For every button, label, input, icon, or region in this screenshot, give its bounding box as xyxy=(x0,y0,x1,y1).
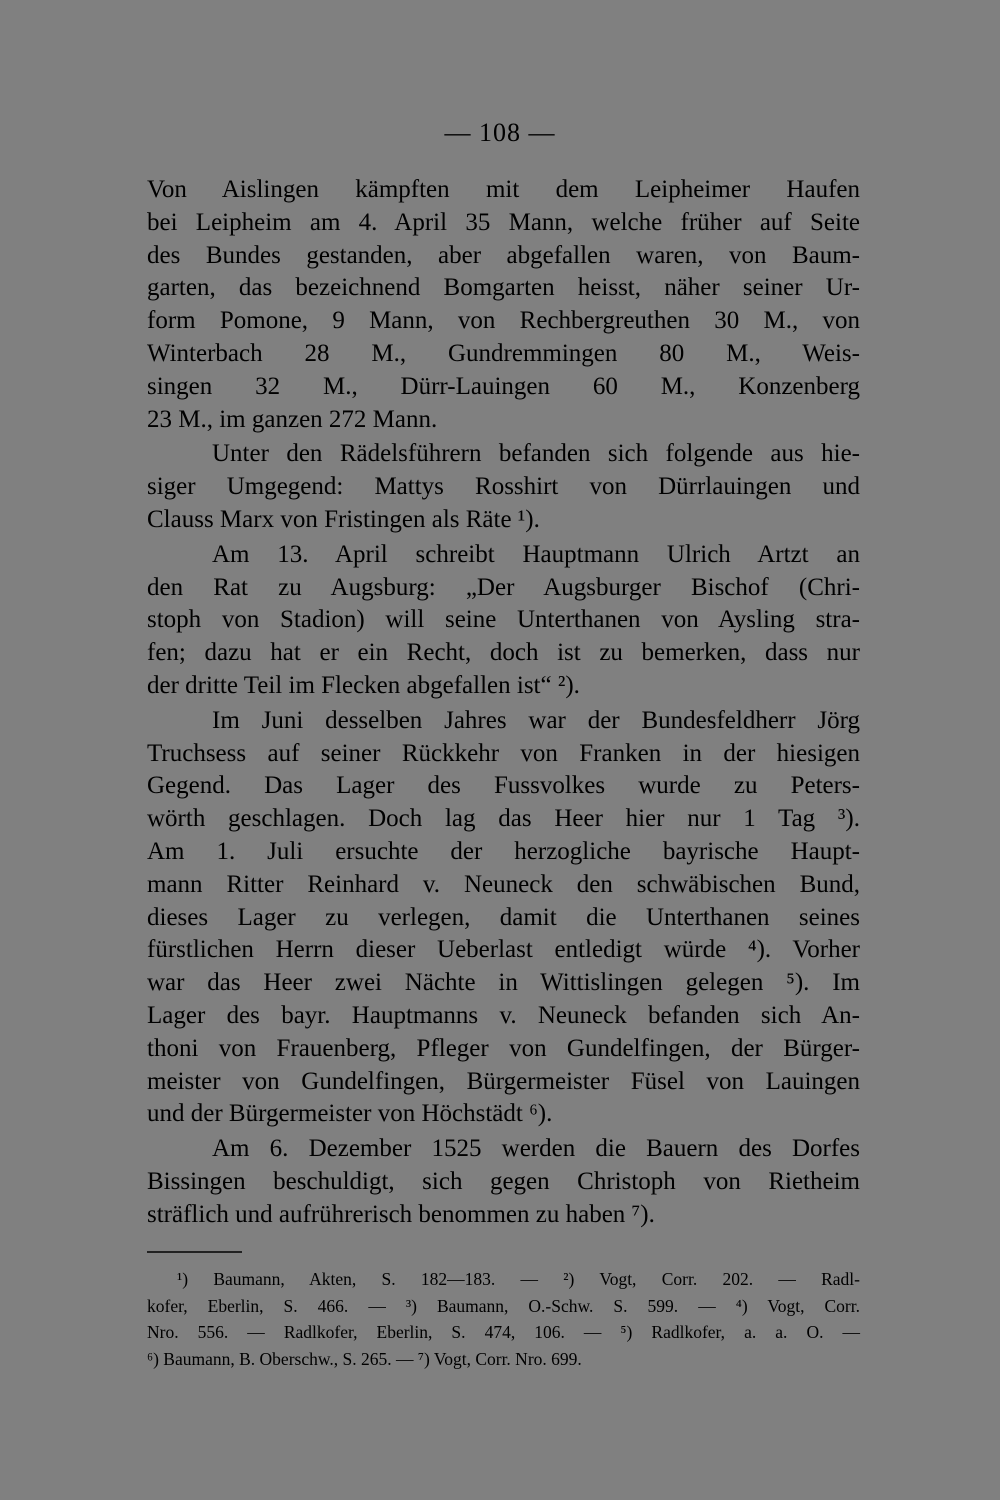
text-line: Am 6. Dezember 1525 werden die Bauern des Dorfes xyxy=(212,1135,860,1163)
footnote-line: Nro. 556. — Radlkofer, Eberlin, S. 474, 106. — ⁵) Radlkofer, a. a. O. — xyxy=(147,1322,860,1342)
footnote-line: ¹) Baumann, Akten, S. 182—183. — ²) Vogt, Corr. 202. — Radl- xyxy=(177,1269,860,1289)
text-line: Lager des bayr. Hauptmanns v. Neuneck befanden sich An- xyxy=(147,1001,860,1029)
text-line: fürstlichen Herrn dieser Ueberlast entledigt würde ⁴). Vorher xyxy=(147,936,860,964)
body-text xyxy=(147,174,860,1234)
text-line: Von Aislingen kämpften mit dem Leipheimer Haufen xyxy=(147,176,860,203)
text-line: 23 M., im ganzen 272 Mann. xyxy=(147,405,438,433)
paragraph xyxy=(147,705,860,1131)
page-number: — 108 — xyxy=(444,118,556,147)
text-line: Am 1. Juli ersuchte der herzogliche bayrische Haupt- xyxy=(147,837,860,865)
text-line: fen; dazu hat er ein Recht, doch ist zu bemerken, dass nur xyxy=(147,639,860,667)
text-line: Gegend. Das Lager des Fussvolkes wurde zu Peters- xyxy=(147,772,860,800)
text-line: siger Umgegend: Mattys Rosshirt von Dürrlauingen und xyxy=(147,473,860,501)
text-line: Im Juni desselben Jahres war der Bundesfeldherr Jörg xyxy=(212,706,860,734)
text-line: dieses Lager zu verlegen, damit die Unterthanen seines xyxy=(147,903,860,931)
text-line: stoph von Stadion) will seine Unterthanen von Aysling stra- xyxy=(147,606,860,634)
paragraph xyxy=(147,1133,860,1231)
text-line: form Pomone, 9 Mann, von Rechbergreuthen 30 M., von xyxy=(147,307,860,335)
text-line: meister von Gundelfingen, Bürgermeister Füsel von Lauingen xyxy=(147,1067,860,1095)
text-line: der dritte Teil im Flecken abgefallen ist“ ²). xyxy=(147,671,580,699)
text-line: des Bundes gestanden, aber abgefallen waren, von Baum- xyxy=(147,241,860,269)
text-line: und der Bürgermeister von Höchstädt ⁶). xyxy=(147,1100,553,1128)
text-line: bei Leipheim am 4. April 35 Mann, welche früher auf Seite xyxy=(147,208,860,236)
text-line: Truchsess auf seiner Rückkehr von Franken in der hiesigen xyxy=(147,739,860,767)
text-line: Winterbach 28 M., Gundremmingen 80 M., Weis- xyxy=(147,339,860,367)
footnotes xyxy=(147,1266,860,1372)
text-line: garten, das bezeichnend Bomgarten heisst, näher seiner Ur- xyxy=(147,274,860,302)
text-line: singen 32 M., Dürr-Lauingen 60 M., Konzenberg xyxy=(147,372,860,400)
footnote-line: kofer, Eberlin, S. 466. — ³) Baumann, O.-Schw. S. 599. — ⁴) Vogt, Corr. xyxy=(147,1295,860,1316)
paragraph xyxy=(147,438,860,536)
footnote-divider xyxy=(147,1251,242,1253)
footnote-line: ⁶) Baumann, B. Oberschw., S. 265. — ⁷) Vogt, Corr. Nro. 699. xyxy=(147,1348,582,1369)
text-line: Am 13. April schreibt Hauptmann Ulrich Artzt an xyxy=(212,540,860,568)
paragraph xyxy=(147,174,860,436)
text-line: den Rat zu Augsburg: „Der Augsburger Bischof (Chri- xyxy=(147,573,860,601)
text-line: thoni von Frauenberg, Pfleger von Gundelfingen, der Bürger- xyxy=(147,1034,860,1062)
text-line: mann Ritter Reinhard v. Neuneck den schwäbischen Bund, xyxy=(147,870,860,898)
text-line: Clauss Marx von Fristingen als Räte ¹). xyxy=(147,505,540,533)
paragraph xyxy=(147,539,860,703)
text-line: sträflich und aufrührerisch benommen zu haben ⁷). xyxy=(147,1200,655,1228)
text-line: Bissingen beschuldigt, sich gegen Christoph von Rietheim xyxy=(147,1167,860,1195)
text-line: wörth geschlagen. Doch lag das Heer hier nur 1 Tag ³). xyxy=(147,805,860,833)
text-line: war das Heer zwei Nächte in Wittislingen gelegen ⁵). Im xyxy=(147,969,860,997)
text-line: Unter den Rädelsführern befanden sich folgende aus hie- xyxy=(212,440,860,468)
